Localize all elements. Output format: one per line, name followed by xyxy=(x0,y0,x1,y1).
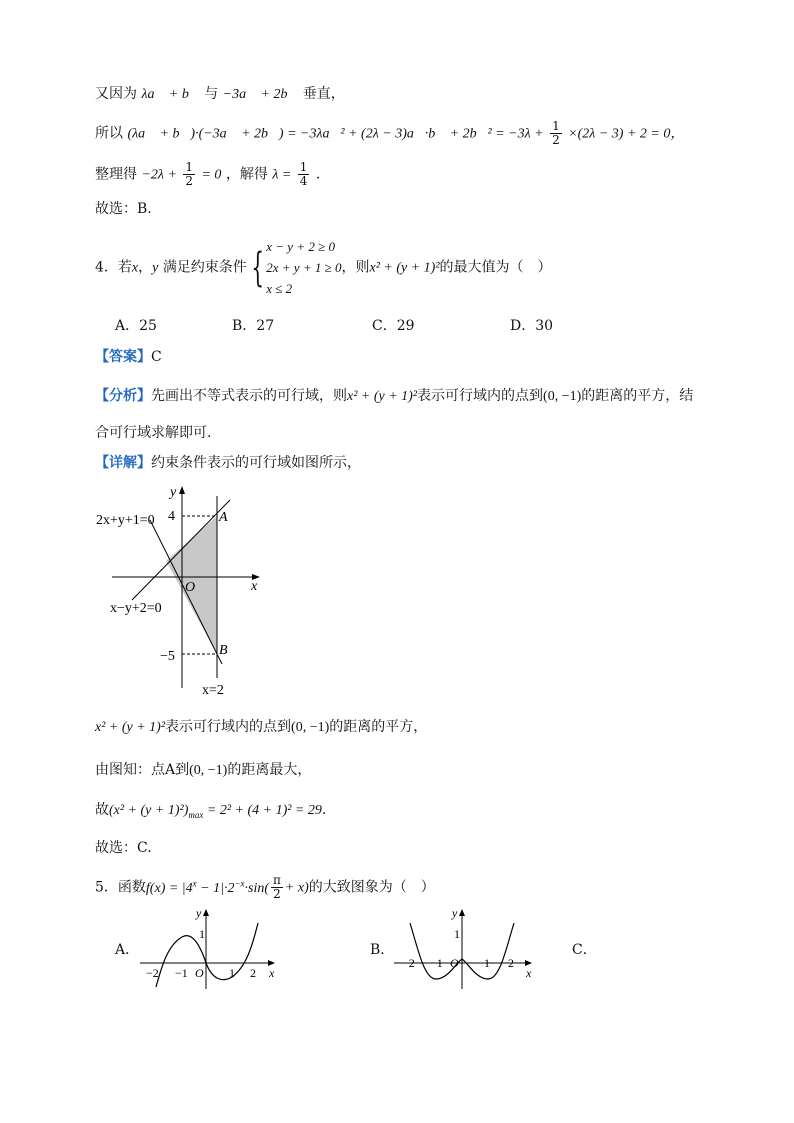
svg-text:y: y xyxy=(452,906,458,920)
constraint-system xyxy=(266,236,341,299)
q3-text: 整理得 xyxy=(95,166,137,183)
option-a: A．25 xyxy=(115,318,157,334)
tick-minus-5: −5 xyxy=(160,649,175,664)
svg-text:O: O xyxy=(450,956,459,970)
math-expr: (λa⃗ + b⃗)·(−3a⃗ + 2b⃗) = −3λa⃗² + (2λ − 3)a⃗·b⃗ + 2b⃗² = −3λ + xyxy=(127,126,544,142)
svg-text:2: 2 xyxy=(508,956,514,970)
fraction: $\frac{1}{2}$ xyxy=(552,119,560,147)
svg-text:1: 1 xyxy=(454,927,460,941)
q4-conclusion: 故选：C. xyxy=(95,840,152,856)
q3-text: 与 xyxy=(204,86,219,102)
y-axis-arrow xyxy=(459,909,465,916)
origin-label: O xyxy=(185,580,196,595)
q5-stem: 5．函数$f(x) = |4^x - 1|\cdot 2^{-x}\cdot\sin$( $\frac{\pi}{2}$ + x)的大致图象为（ ） xyxy=(95,873,435,902)
line-label-x-eq-2: x=2 xyxy=(202,683,224,698)
detail-tag: 【详解】 xyxy=(95,455,151,471)
feasible-region-figure xyxy=(90,478,280,700)
option-b: B．27 xyxy=(232,318,275,334)
analysis-line: 【分析】先画出不等式表示的可行域，则x² + (y + 1)²表示可行域内的点到(0, −1)的距离的平方，结 xyxy=(95,388,694,404)
after-line1: x² + (y + 1)²表示可行域内的点到(0, −1)的距离的平方， xyxy=(95,719,428,735)
svg-text:2: 2 xyxy=(250,966,256,980)
brace: { xyxy=(251,244,264,291)
analysis-tag: 【分析】 xyxy=(95,388,151,404)
constraint-1: x − y + 2 ≥ 0 xyxy=(266,239,335,254)
graph-option-a xyxy=(138,905,278,990)
fraction: $\frac{\pi}{2}$ xyxy=(273,873,281,902)
math-expr: −2λ + xyxy=(141,167,177,183)
math-expr: −3a⃗ + 2b⃗ xyxy=(222,87,299,102)
constraint-3: x ≤ 2 xyxy=(266,281,293,296)
svg-text:y: y xyxy=(196,906,202,920)
q5-option-b-label: B． xyxy=(370,942,395,958)
line-label-x-minus-y: x−y+2=0 xyxy=(110,601,162,616)
q3-line2 xyxy=(95,120,684,147)
svg-text:−2: −2 xyxy=(402,956,415,970)
q4-text: 4．若 xyxy=(95,259,132,276)
point-a-label: A xyxy=(219,510,228,525)
y-axis-arrow xyxy=(203,909,209,916)
detail-line: 【详解】约束条件表示的可行域如图所示， xyxy=(95,455,361,471)
svg-text:1: 1 xyxy=(229,966,235,980)
analysis-line2: 合可行域求解即可. xyxy=(95,425,212,441)
math-expr: λ = xyxy=(272,167,292,183)
q3-text: 垂直， xyxy=(302,86,345,102)
constraint-2: 2x + y + 1 ≥ 0 xyxy=(266,260,342,275)
math-expr: ×(2λ − 3) + 2 = 0， xyxy=(568,126,685,142)
q4-text: ，则 xyxy=(341,259,370,276)
svg-text:O: O xyxy=(195,966,204,980)
answer-line xyxy=(95,347,162,367)
q5-option-a-label: A． xyxy=(115,942,140,958)
graph-option-b xyxy=(392,905,537,990)
svg-text:−2: −2 xyxy=(146,966,159,980)
svg-text:x: x xyxy=(269,966,275,980)
svg-text:−1: −1 xyxy=(430,956,443,970)
math-expr: = 0 xyxy=(201,167,222,183)
svg-text:−1: −1 xyxy=(175,966,188,980)
y-axis-arrow xyxy=(179,486,185,494)
answer-tag: 【答案】 xyxy=(95,349,151,365)
q3-line3: 整理得 −2λ + $\frac{1}{2}$ = 0 ，解得 λ = $\frac{1}{4}$ . xyxy=(95,160,321,188)
q3-conclusion: 故选：B. xyxy=(95,201,152,217)
q3-text: 所以 xyxy=(95,125,123,142)
curve xyxy=(156,923,258,987)
fraction: $\frac{1}{4}$ xyxy=(299,160,308,188)
svg-text:1: 1 xyxy=(199,927,205,941)
point-b-label: B xyxy=(219,643,228,658)
answer-value: C xyxy=(151,349,162,365)
q4-text: 的最大值为（ ） xyxy=(439,259,552,276)
svg-text:1: 1 xyxy=(484,956,490,970)
after-line2: 由图知：点A到(0, −1)的距离最大， xyxy=(95,762,312,778)
q3-text: ，解得 xyxy=(225,166,268,183)
q4-text: 满足约束条件 xyxy=(162,259,247,276)
x-axis-label: x xyxy=(251,579,258,594)
math-expr: λa⃗ + b⃗ xyxy=(141,87,200,102)
option-d: D．30 xyxy=(510,318,554,334)
after-line3: 故$(x^2 + (y + 1)^2)_{max} = 2^2 + (4 + 1)^2 = 29$. xyxy=(95,802,327,820)
q5-option-c-label: C． xyxy=(572,942,597,958)
y-axis-label: y xyxy=(170,485,177,500)
q4-stem: 4．若x，y 满足约束条件 { x − y + 2 ≥ 0 2x + y + 1 ≥ 0 x ≤ 2 ，则x² + (y + 1)²的最大值为（ ） xyxy=(95,236,552,299)
q3-text: 又因为 xyxy=(95,86,137,102)
q3-line1 xyxy=(95,84,345,105)
line-label-2x-plus-y: 2x+y+1=0 xyxy=(96,513,155,528)
math-expr: x² + (y + 1)² xyxy=(369,260,440,276)
svg-text:x: x xyxy=(526,966,532,980)
fraction: $\frac{1}{2}$ xyxy=(185,160,194,188)
option-c: C．29 xyxy=(372,318,415,334)
tick-4: 4 xyxy=(168,509,175,524)
